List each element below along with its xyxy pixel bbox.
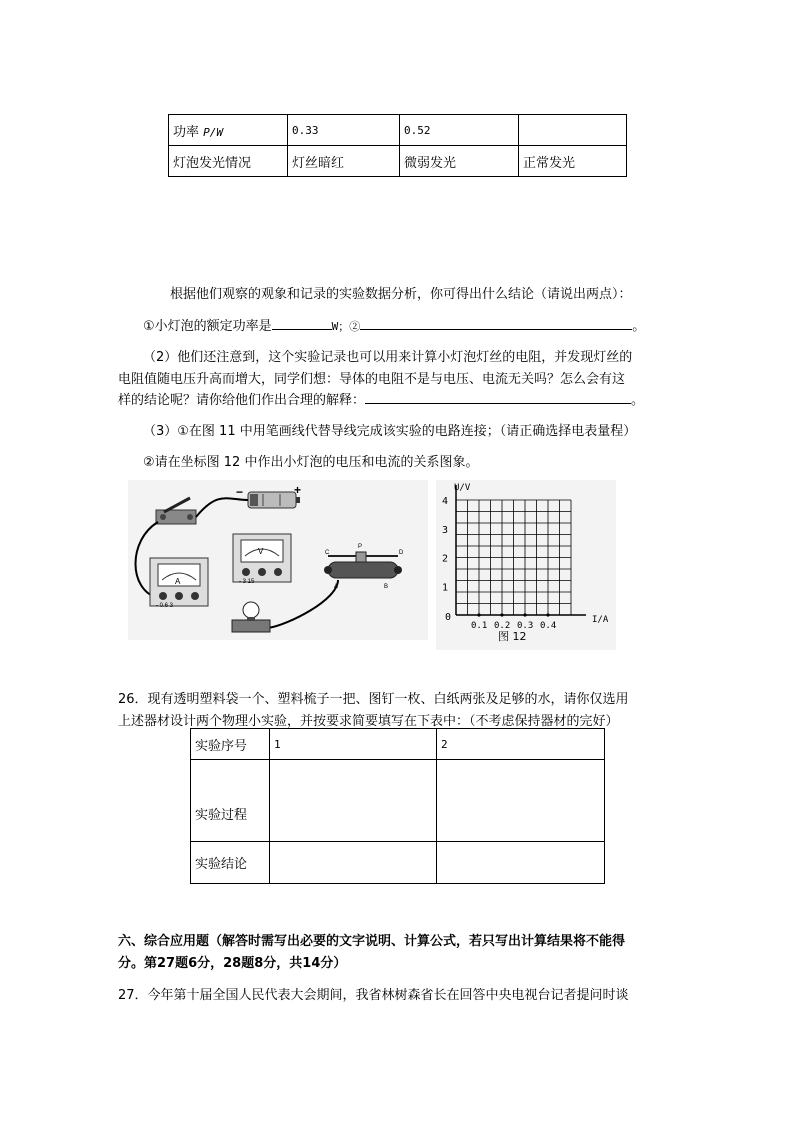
table-cell: 灯丝暗红 <box>288 146 400 177</box>
figure-caption: 图 12 <box>498 630 527 643</box>
table-cell <box>270 760 437 842</box>
table-row <box>169 115 627 146</box>
row-header: 实验序号 <box>191 729 270 760</box>
y-tick-label: 2 <box>442 553 449 565</box>
conclusion-intro: 根据他们观察的观象和记录的实验数据分析，你可得出什么结论（请说出两点）： <box>170 287 632 302</box>
table-cell: 0.33 <box>288 115 400 146</box>
table-cell: 2 <box>437 729 605 760</box>
voltmeter-symbol: V <box>258 547 264 556</box>
question-2-line3: 样的结论呢？请你给他们作出合理的解释： 。 <box>118 393 645 408</box>
x-tick-label: 0.4 <box>540 621 557 631</box>
table-cell <box>270 842 437 884</box>
terminal-label: B <box>384 584 389 590</box>
table-row <box>169 146 627 177</box>
row-header: 实验结论 <box>191 842 270 884</box>
table-cell: 0.52 <box>400 115 519 146</box>
x-tick-label: 0.1 <box>471 621 488 631</box>
terminal-label: P <box>358 544 363 550</box>
terminal-label: D <box>399 550 404 556</box>
question-1: ①小灯泡的额定功率是 W；② 。 <box>143 319 646 334</box>
table-row <box>191 760 605 842</box>
table-row <box>191 729 605 760</box>
table-cell <box>437 842 605 884</box>
data-table <box>168 114 627 177</box>
table-cell <box>437 760 605 842</box>
question-3-line2: ②请在坐标图 12 中作出小灯泡的电压和电流的关系图象。 <box>143 455 479 470</box>
question-27: 27．今年第十届全国人民代表大会期间，我省林树森省长在回答中央电视台记者提问时谈 <box>118 988 629 1003</box>
y-tick-label: 4 <box>442 496 449 507</box>
y-tick-label: 1 <box>442 582 449 594</box>
battery-plus: + <box>294 483 302 497</box>
question-26-line1: 26．现有透明塑料袋一个、塑料梳子一把、图钉一枚、白纸两张及足够的水，请你仅选用 <box>118 692 629 707</box>
ammeter-symbol: A <box>175 577 181 586</box>
x-tick-label: 0.3 <box>517 621 534 631</box>
x-tick-label: 0.2 <box>494 621 511 631</box>
brightness-header: 灯泡发光情况 <box>169 146 288 177</box>
rheostat-icon <box>324 552 402 578</box>
table-row <box>191 842 605 884</box>
experiment-table <box>190 728 605 884</box>
question-2-line2: 电阻值随电压升高而增大，同学们想：导体的电阻不是与电压、电流无关吗？怎么会有这 <box>118 372 626 387</box>
question-26-line2: 上述器材设计两个物理小实验，并按要求简要填写在下表中：（不考虑保持器材的完好） <box>118 714 619 729</box>
ammeter-terminal-labels: - 0.6 3 <box>156 603 174 609</box>
graph-figure <box>436 480 616 650</box>
y-tick-label: 3 <box>442 524 449 536</box>
terminal-label: C <box>325 550 330 556</box>
question-3-line1: （3）①在图 11 中用笔画线代替导线完成该实验的电路连接；（请正确选择电表量程） <box>143 424 637 439</box>
table-cell: 正常发光 <box>519 146 627 177</box>
power-header: 功率 P/W <box>169 115 288 146</box>
x-tick-dot <box>477 613 480 616</box>
table-cell <box>519 115 627 146</box>
battery-minus: − <box>236 485 244 499</box>
x-tick-dot <box>546 613 549 616</box>
row-header: 实验过程 <box>191 760 270 842</box>
section-6-line1: 六、综合应用题（解答时需写出必要的文字说明、计算公式，若只写出计算结果将不能得 <box>118 934 626 949</box>
origin-label: 0 <box>445 612 452 623</box>
battery-icon <box>248 492 300 508</box>
table-cell: 1 <box>270 729 437 760</box>
x-axis-label: I/A <box>592 615 609 625</box>
table-cell: 微弱发光 <box>400 146 519 177</box>
x-tick-dot <box>500 613 503 616</box>
circuit-figure <box>128 480 428 640</box>
voltmeter-terminal-labels: - 3 15 <box>239 579 255 585</box>
x-tick-dot <box>523 613 526 616</box>
terminal-label: A <box>334 584 339 590</box>
y-axis-label: U/V <box>454 483 471 493</box>
section-6-line2: 分。第27题6分，28题8分，共14分） <box>118 956 347 971</box>
voltmeter-icon <box>233 534 291 582</box>
question-2-line1: （2）他们还注意到，这个实验记录也可以用来计算小灯泡灯丝的电阻，并发现灯丝的 <box>143 350 633 365</box>
